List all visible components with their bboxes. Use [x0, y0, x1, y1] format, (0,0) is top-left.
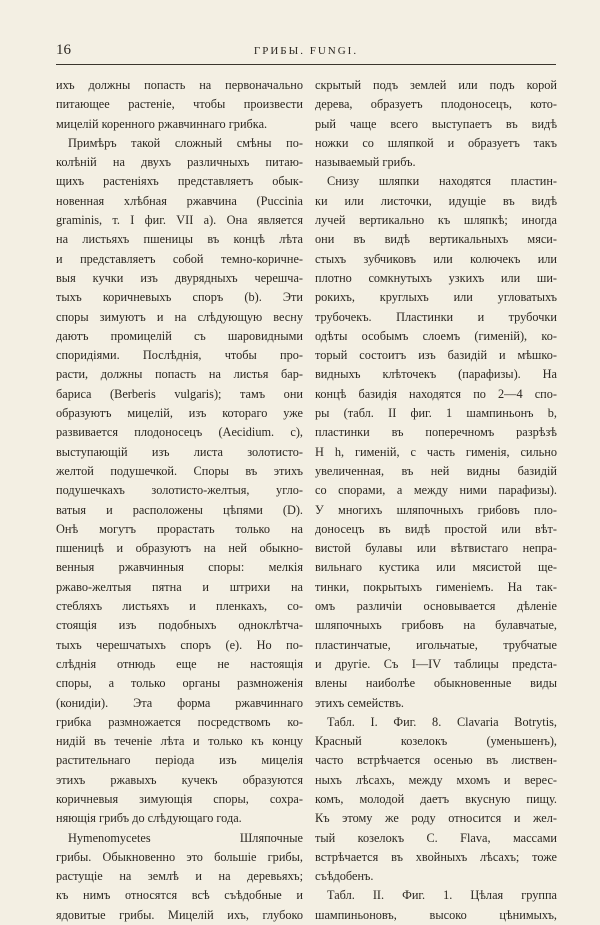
text-line: ватыя и расположены цѣпями (D).	[56, 502, 303, 517]
text-line: растительнаго періода изъ мицелія	[56, 753, 303, 768]
text-line: ныхъ лѣсахъ, между мхомъ и верес-	[315, 772, 557, 787]
text-line: и другіе. Съ I—IV таблицы предста-	[315, 656, 557, 671]
text-line: даютъ промицелій съ шаровидными	[56, 328, 303, 343]
text-line: со спорами, а между ними парафизы).	[315, 483, 557, 498]
text-line: У многихъ шляпочныхъ грибовъ пло-	[315, 502, 557, 517]
text-line: часто встрѣчается осенью въ листвен-	[315, 753, 557, 768]
text-line: трубочекъ. Пластинки и трубочки	[315, 309, 557, 324]
text-line: увеличенная, въ ней видны базидій	[315, 463, 557, 478]
text-line: стоящія изъ подобныхъ одноклѣтча-	[56, 618, 303, 633]
text-line: новенная хлѣбная ржавчина (Puccinia	[56, 193, 303, 208]
text-line: питающее растеніе, чтобы произвести	[56, 97, 303, 112]
text-line: концѣ базидія находятся по 2—4 спо-	[315, 386, 557, 401]
text-line: няющія грибъ до слѣдующаго года.	[56, 811, 242, 826]
text-line: омъ различіи основывается дѣленіе	[315, 599, 557, 614]
text-line: слѣднія отнюдь еще не настоящія	[56, 656, 303, 671]
text-line: graminis, т. I фиг. VII а). Она является	[56, 213, 303, 228]
page-header	[56, 40, 556, 65]
text-line: пластинчатые, игольчатые, трубчатые	[315, 637, 557, 652]
text-line: ры (табл. II фиг. 1 шампиньонъ b,	[315, 406, 557, 421]
text-line: доносецъ въ видѣ простой или вѣт-	[315, 521, 557, 536]
text-line: вистой булавы или вѣтвистаго непра-	[315, 541, 557, 556]
text-line: шампиньоновъ, высоко цѣнимыхъ,	[315, 907, 557, 922]
text-line: лучей вертикально къ шляпкѣ; иногда	[315, 213, 557, 228]
text-line: ножки со шляпкой и образуетъ такъ	[315, 135, 557, 150]
text-line: ржаво-желтыя пятна и штрихи на	[56, 579, 303, 594]
text-line: видныхъ клѣточекъ (парафизы). На	[315, 367, 557, 382]
text-line: мицелій коренного ржавчиннаго грибка.	[56, 116, 268, 131]
text-line: H h, гименій, с часть гименія, сильно	[315, 444, 557, 459]
text-line: пластинки въ поперечномъ разрѣзѣ	[315, 425, 557, 440]
text-line: расти, должны попасть на листья бар-	[56, 367, 303, 382]
text-line: выступающій изъ листа золотисто-	[56, 444, 303, 459]
text-line: плотно сомкнутыхъ узкихъ или ши-	[315, 270, 557, 285]
text-line: Примѣръ такой сложный смѣны по-	[68, 135, 303, 150]
text-line: стыхъ зубчиковъ или колючекъ или	[315, 251, 557, 266]
text-line: подушечкахъ золотисто-желтыя, угло-	[56, 483, 303, 498]
text-line: рокихъ, круглыхъ или угловатыхъ	[315, 290, 557, 305]
text-line: ки или листочки, идущіе въ видѣ	[315, 193, 557, 208]
text-line: называемый грибъ.	[315, 155, 416, 170]
text-line: комъ, молодой даетъ вкусную пищу.	[315, 791, 557, 806]
left-text-column	[56, 76, 303, 925]
text-line: тыхъ коричневыхъ споръ (b). Эти	[56, 290, 303, 305]
text-line: (конидіи). Эта форма ржавчиннаго	[56, 695, 303, 710]
text-line: одѣты особымъ слоемъ (гименій), ко-	[315, 328, 557, 343]
text-line: споры, а только органы размноженія	[56, 676, 303, 691]
text-line: нидій въ теченіе лѣта и только къ концу	[56, 734, 303, 749]
text-line: Табл. I. Фиг. 8. Clavaria Botrytis,	[327, 714, 557, 729]
right-text-column	[315, 76, 557, 925]
text-line: щихъ растеніяхъ представляетъ обык-	[56, 174, 303, 189]
text-line: тый козелокъ C. Flava, массами	[315, 830, 557, 845]
text-line: тинки, покрытыхъ гименіемъ. На так-	[315, 579, 557, 594]
text-line: къ нимъ относятся всѣ съѣдобные и	[56, 888, 303, 903]
text-line: Табл. II. Фиг. 1. Цѣлая группа	[327, 888, 557, 903]
text-line: Къ этому же роду относится и жел-	[315, 811, 557, 826]
text-line: бариса (Berberis vulgaris); тамъ они	[56, 386, 303, 401]
text-line: коричневыя зимующія споры, сохра-	[56, 791, 303, 806]
text-line: на листьяхъ пшеницы въ концѣ лѣта	[56, 232, 303, 247]
text-line: и представляетъ собой темно-коричне-	[56, 251, 303, 266]
text-line: развивается плодоносецъ (Aecidium. c),	[56, 425, 303, 440]
text-line: растущіе на землѣ и на деревьяхъ;	[56, 869, 303, 884]
text-line: скрытый подъ землей или подъ корой	[315, 78, 557, 92]
text-line: грибы. Обыкновенно это большіе грибы,	[56, 849, 303, 864]
text-line: шляпочныхъ грибовъ на булавчатые,	[315, 618, 557, 633]
text-line: ядовитые грибы. Мицелій ихъ, глубоко	[56, 907, 303, 922]
text-line: рый чаще всего выступаетъ въ видѣ	[315, 116, 557, 131]
running-title: ГРИБЫ. FUNGI.	[253, 45, 359, 57]
text-line: ихъ должны попасть на первоначально	[56, 78, 303, 92]
text-line: Красный козелокъ (уменьшенъ),	[315, 734, 557, 749]
text-line: влены наиболѣе обыкновенные виды	[315, 676, 557, 691]
page-number: 16	[56, 42, 71, 58]
text-line: споры зимуютъ и на слѣдующую весну	[56, 309, 303, 324]
text-line: образуютъ мицелій, изъ котораго уже	[56, 406, 303, 421]
text-line: этихъ семействъ.	[315, 695, 404, 710]
text-line: выя кучки изъ двурядныхъ черешча-	[56, 270, 303, 285]
text-line: Снизу шляпки находятся пластин-	[327, 174, 557, 189]
text-line: торый состоитъ изъ базидій и мѣшко-	[315, 348, 557, 363]
text-line: встрѣчается въ хвойныхъ лѣсахъ; тоже	[315, 849, 557, 864]
text-line: грибка размножается посредствомъ ко-	[56, 714, 303, 729]
text-line: они въ видѣ вертикальныхъ мяси-	[315, 232, 557, 247]
text-line: Онѣ могутъ прорастать только на	[56, 521, 303, 536]
text-line: Hymenomycetes Шляпочные	[68, 830, 303, 845]
text-line: венныя ржавчинныя споры: мелкія	[56, 560, 303, 575]
text-line: этихъ ржавыхъ кучекъ образуются	[56, 772, 303, 787]
text-line: тыхъ черешчатыхъ споръ (е). Но по-	[56, 637, 303, 652]
text-line: колѣній на двухъ различныхъ питаю-	[56, 155, 303, 170]
text-line: дерева, образуетъ плодоносецъ, кото-	[315, 97, 557, 112]
text-line: вильнаго кустика или мясистой ще-	[315, 560, 557, 575]
text-line: съѣдобенъ.	[315, 869, 374, 884]
text-line: желтой подушечкой. Споры въ этихъ	[56, 463, 303, 478]
text-line: пшеницѣ и образуютъ на ней обыкно-	[56, 541, 303, 556]
text-line: стебляхъ листьяхъ и пленкахъ, со-	[56, 599, 303, 614]
text-line: споридіями. Послѣднія, чтобы про-	[56, 348, 303, 363]
